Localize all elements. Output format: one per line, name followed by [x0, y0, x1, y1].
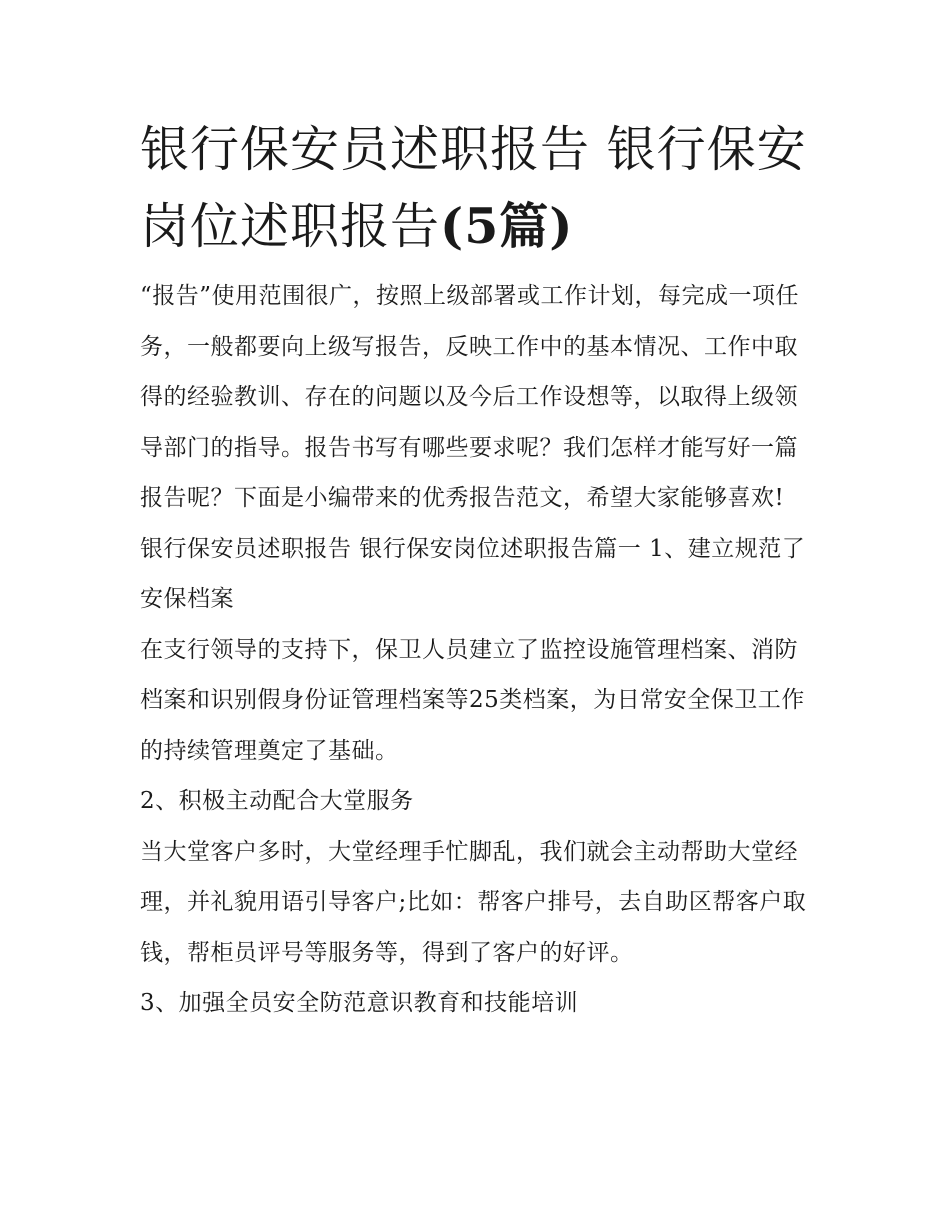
intro-paragraph: “报告”使用范围很广，按照上级部署或工作计划，每完成一项任务，一般都要向上级写报告，反映工作中的基本情况、工作中取得的经验教训、存在的问题以及今后工作设想等，以取得上级领导部门的指导。报告书写有哪些要求呢？我们怎样才能写好一篇报告呢？下面是小编带来的优秀报告范文，希望大家能够喜欢!: [140, 283, 800, 511]
document-title: [140, 112, 820, 265]
section-heading: 银行保安员述职报告 银行保安岗位述职报告篇一 1、建立规范了安保档案: [140, 535, 806, 612]
document-page: [140, 112, 820, 1029]
section-heading: 3、加强全员安全防范意识教育和技能培训: [140, 990, 579, 1016]
title-count: (5篇): [440, 197, 574, 255]
title-text: 银行保安员述职报告 银行保安岗位述职报告: [140, 121, 807, 255]
section-heading: 2、积极主动配合大堂服务: [140, 788, 414, 814]
body-paragraph: 在支行领导的支持下，保卫人员建立了监控设施管理档案、消防档案和识别假身份证管理档案等25类档案，为日常安全保卫工作的持续管理奠定了基础。: [140, 636, 805, 764]
body-paragraph: 当大堂客户多时，大堂经理手忙脚乱，我们就会主动帮助大堂经理，并礼貌用语引导客户;比如：帮客户排号，去自助区帮客户取钱，帮柜员评号等服务等，得到了客户的好评。: [140, 838, 807, 966]
